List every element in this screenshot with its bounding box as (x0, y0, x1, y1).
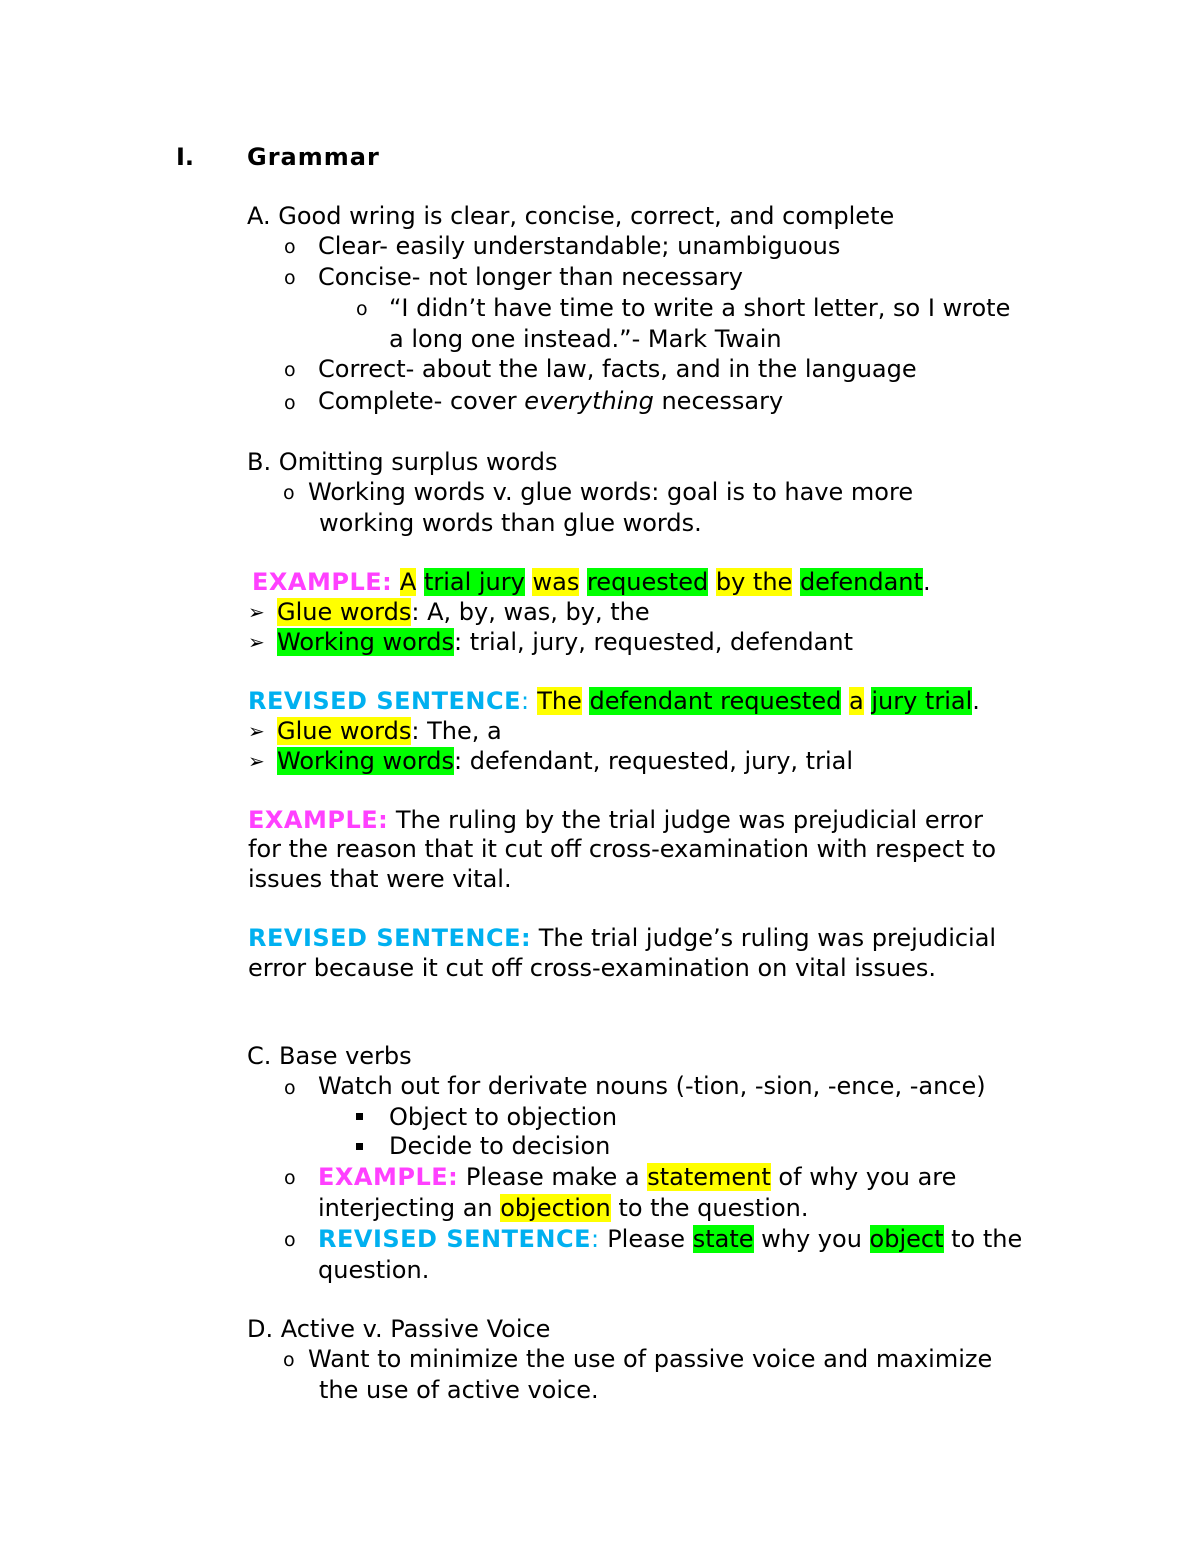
revised-2-line-1: REVISED SENTENCE: The trial judge’s ruling was prejudicial (248, 924, 997, 952)
glue-words-line: Glue words: A, by, was, by, the (277, 598, 650, 626)
example-2-line-1: EXAMPLE: The ruling by the trial judge was prejudicial error (248, 806, 983, 834)
list-item: Concise- not longer than necessary (318, 263, 743, 291)
quote-line-2: a long one instead.”- Mark Twain (389, 325, 782, 353)
sub-list-item: Decide to decision (389, 1132, 611, 1160)
c-revised-line-1: REVISED SENTENCE: Please state why you object to the (318, 1225, 1023, 1253)
arrow-bullet-icon: ➢ (248, 749, 265, 773)
list-item-complete: Complete- cover everything necessary (318, 387, 784, 415)
list-item-continuation: the use of active voice. (319, 1376, 599, 1404)
list-item: Correct- about the law, facts, and in the language (318, 355, 917, 383)
circle-bullet-icon: o (284, 359, 296, 381)
section-title: Grammar (247, 143, 380, 171)
sub-list-item: Object to objection (389, 1103, 618, 1131)
circle-bullet-icon: o (284, 1077, 296, 1099)
quote-line-1: “I didn’t have time to write a short letter, so I wrote (389, 294, 1011, 322)
circle-bullet-icon: o (284, 267, 296, 289)
list-item: Want to minimize the use of passive voice and maximize (308, 1345, 993, 1373)
arrow-bullet-icon: ➢ (248, 600, 265, 624)
circle-bullet-icon: o (283, 482, 295, 504)
circle-bullet-icon: o (283, 1349, 295, 1371)
subsection-a-heading: A. Good wring is clear, concise, correct, and complete (247, 202, 895, 230)
example-1-sentence: EXAMPLE: A trial jury was requested by the defendant. (252, 568, 931, 596)
list-item: Working words v. glue words: goal is to have more (308, 478, 914, 506)
subsection-d-heading: D. Active v. Passive Voice (247, 1315, 551, 1343)
list-item: Clear- easily understandable; unambiguous (318, 232, 841, 260)
square-bullet-icon (356, 1143, 363, 1150)
subsection-c-heading: C. Base verbs (247, 1042, 412, 1070)
revised-1-sentence: REVISED SENTENCE: The defendant requested a jury trial. (248, 687, 980, 715)
list-item-continuation: working words than glue words. (319, 509, 702, 537)
circle-bullet-icon: o (284, 392, 296, 414)
working-words-line: Working words: trial, jury, requested, defendant (277, 628, 853, 656)
circle-bullet-icon: o (284, 1229, 296, 1251)
c-example-line-1: EXAMPLE: Please make a statement of why you are (318, 1163, 957, 1191)
example-2-line-2: for the reason that it cut off cross-examination with respect to (248, 835, 997, 863)
arrow-bullet-icon: ➢ (248, 719, 265, 743)
c-example-line-2: interjecting an objection to the question. (318, 1194, 809, 1222)
square-bullet-icon (356, 1113, 363, 1120)
circle-bullet-icon: o (356, 298, 368, 320)
working-words-line: Working words: defendant, requested, jury, trial (277, 747, 853, 775)
example-2-line-3: issues that were vital. (248, 865, 512, 893)
list-item: Watch out for derivate nouns (-tion, -sion, -ence, -ance) (318, 1072, 986, 1100)
glue-words-line: Glue words: The, a (277, 717, 502, 745)
revised-2-line-2: error because it cut off cross-examination on vital issues. (248, 954, 937, 982)
subsection-b-heading: B. Omitting surplus words (247, 448, 558, 476)
c-revised-line-2: question. (318, 1256, 430, 1284)
section-numeral: I. (176, 143, 195, 171)
circle-bullet-icon: o (284, 1167, 296, 1189)
arrow-bullet-icon: ➢ (248, 630, 265, 654)
circle-bullet-icon: o (284, 236, 296, 258)
